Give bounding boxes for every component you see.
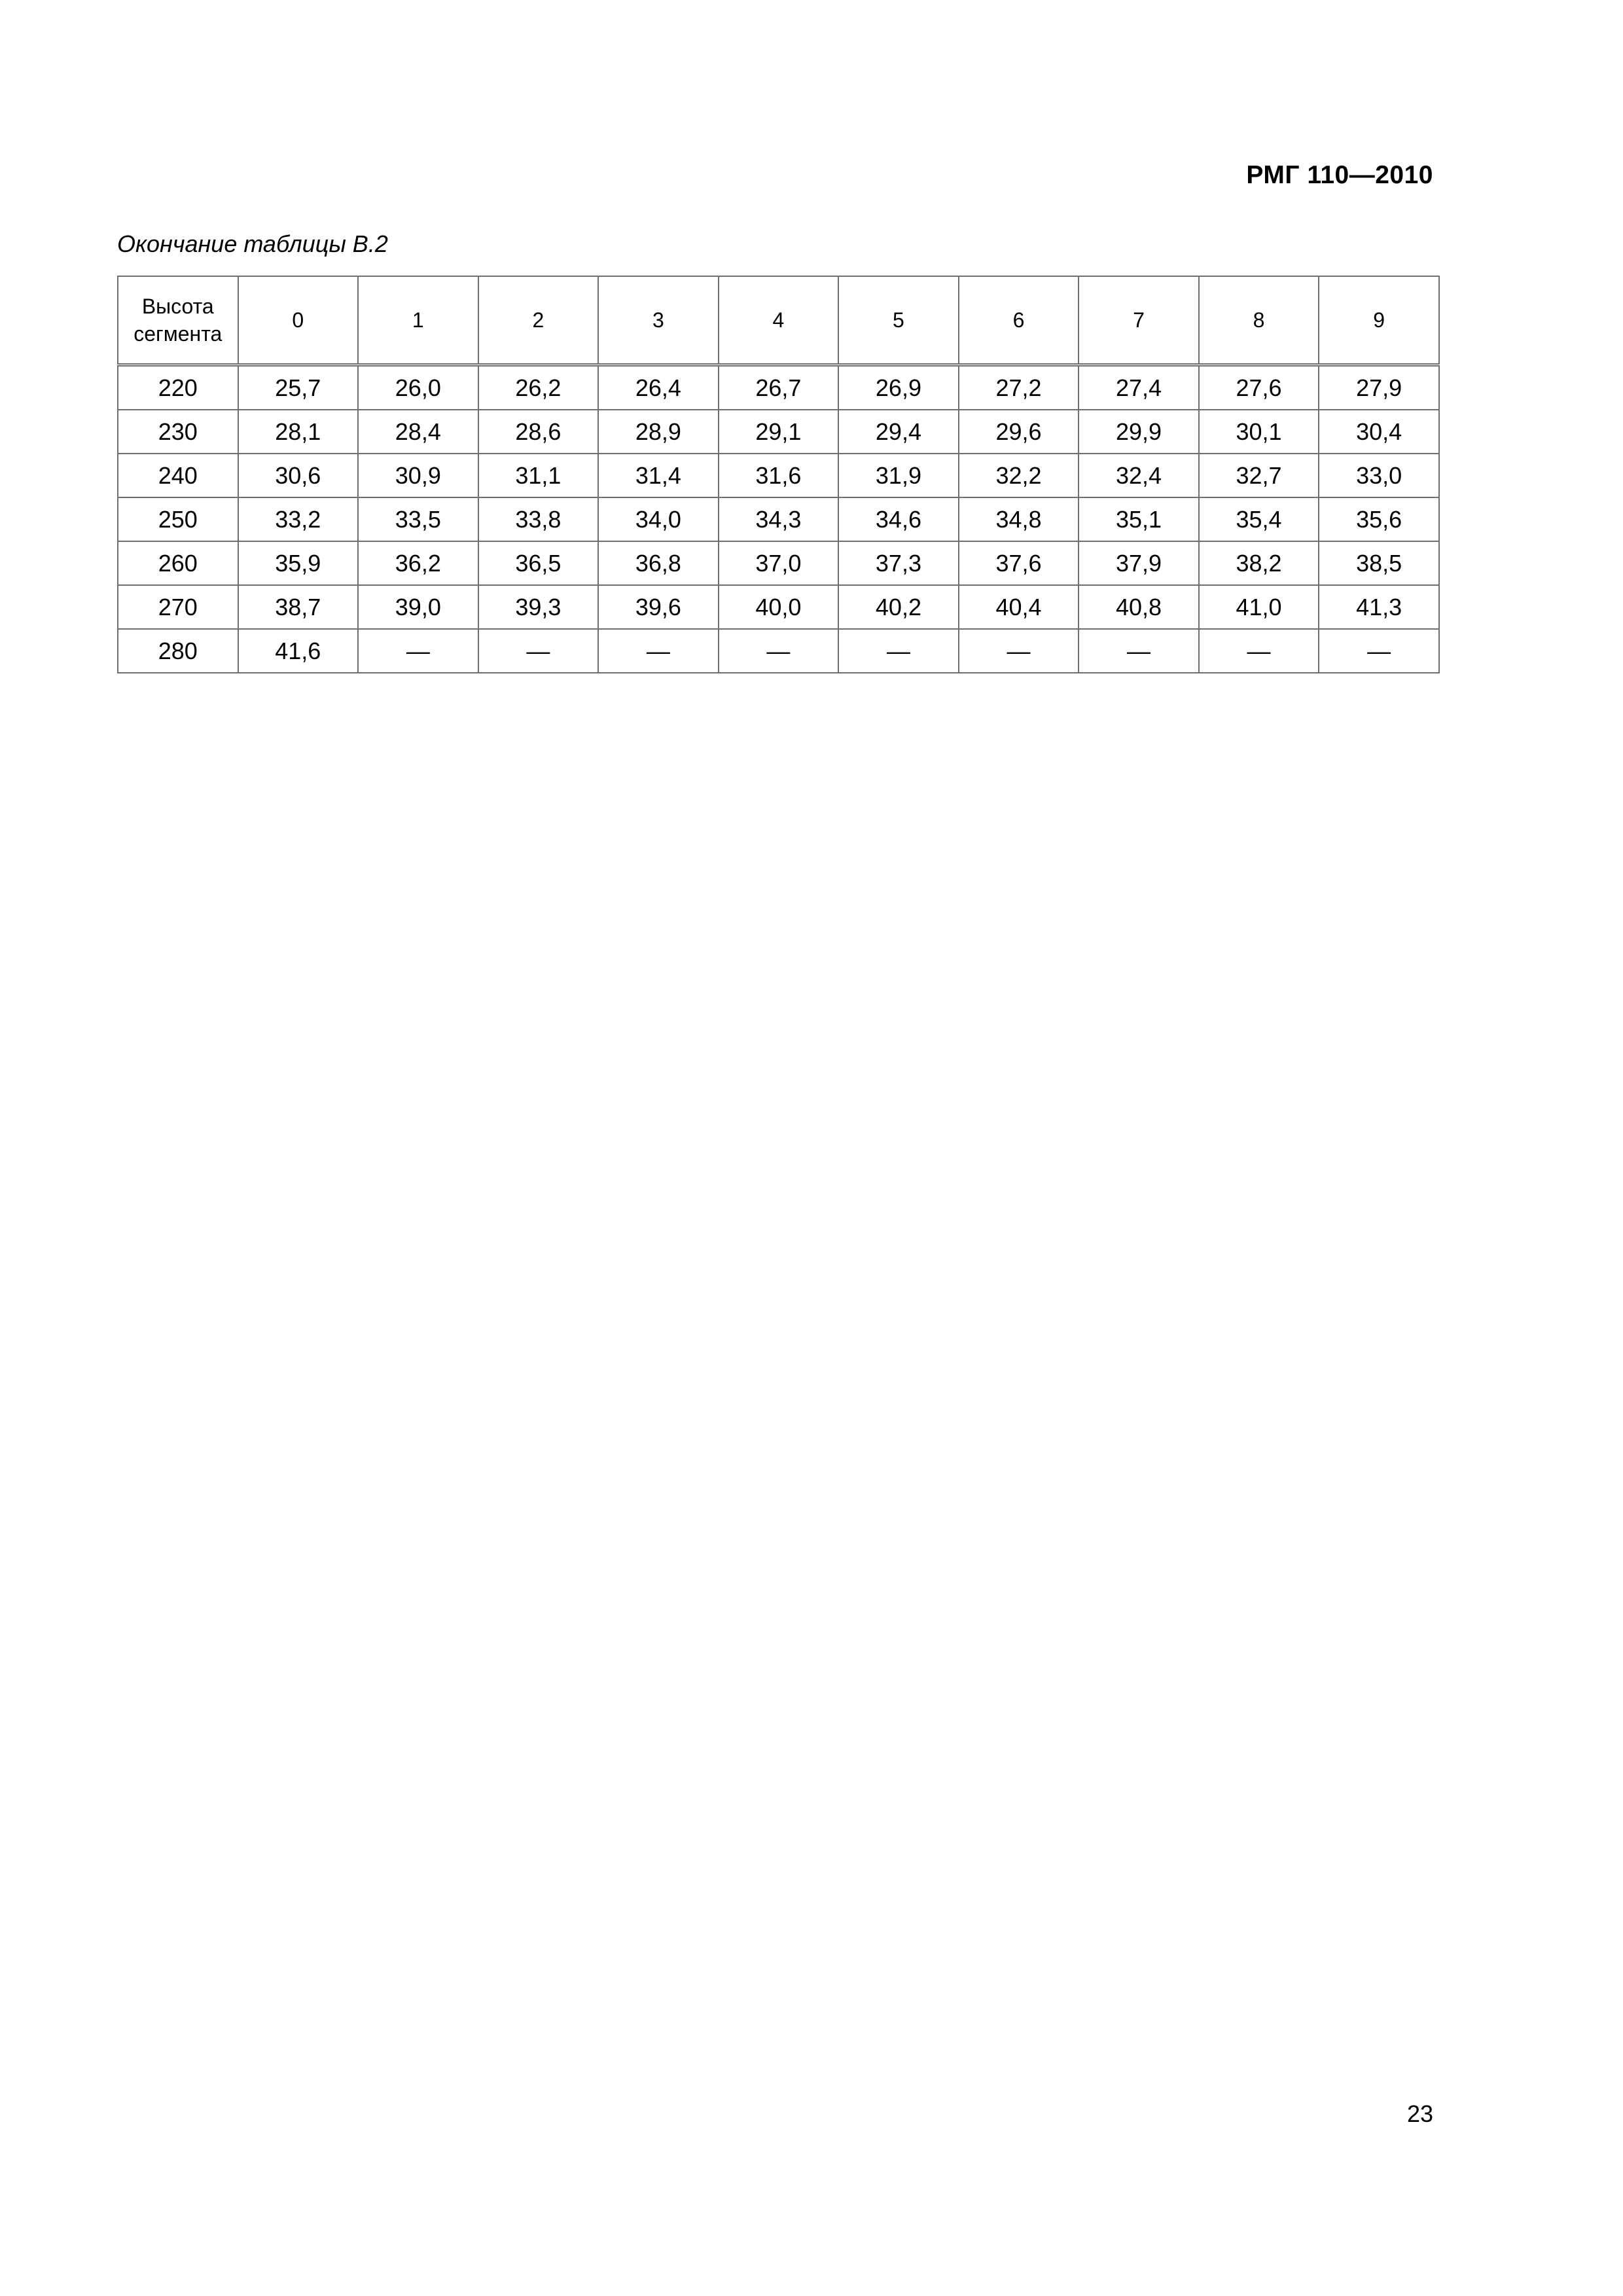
table-cell: 38,7 <box>238 585 359 629</box>
row-label-cell: 250 <box>118 497 238 541</box>
table-row <box>118 629 1439 673</box>
table-cell: — <box>959 629 1079 673</box>
table-cell: 39,0 <box>358 585 478 629</box>
table-cell: 27,6 <box>1199 365 1319 410</box>
table-cell: 35,6 <box>1319 497 1439 541</box>
table-cell: 26,7 <box>719 365 839 410</box>
table-row <box>118 497 1439 541</box>
row-label-cell: 280 <box>118 629 238 673</box>
table-cell: 29,4 <box>838 410 959 454</box>
table-header <box>118 276 1439 365</box>
table-caption: Окончание таблицы В.2 <box>117 230 388 257</box>
table-cell: — <box>478 629 599 673</box>
table-cell: 40,0 <box>719 585 839 629</box>
table-cell: 29,6 <box>959 410 1079 454</box>
table-cell: 29,9 <box>1079 410 1199 454</box>
table-body <box>118 365 1439 673</box>
table-cell: — <box>1079 629 1199 673</box>
table-cell: 31,1 <box>478 454 599 497</box>
column-header: 4 <box>719 276 839 365</box>
table-cell: 33,0 <box>1319 454 1439 497</box>
table-cell: 30,1 <box>1199 410 1319 454</box>
table-cell: 33,8 <box>478 497 599 541</box>
table-cell: 31,6 <box>719 454 839 497</box>
table-cell: 41,3 <box>1319 585 1439 629</box>
table-cell: 27,4 <box>1079 365 1199 410</box>
column-header: 0 <box>238 276 359 365</box>
row-header-cell <box>118 276 238 365</box>
table-cell: — <box>838 629 959 673</box>
row-label-cell: 240 <box>118 454 238 497</box>
table-cell: 38,5 <box>1319 541 1439 585</box>
table-cell: 41,0 <box>1199 585 1319 629</box>
table-cell: 36,2 <box>358 541 478 585</box>
table-cell: — <box>1319 629 1439 673</box>
table-cell: 30,6 <box>238 454 359 497</box>
table-cell: 36,8 <box>598 541 719 585</box>
table-cell: 34,6 <box>838 497 959 541</box>
table-row <box>118 410 1439 454</box>
table-cell: 28,6 <box>478 410 599 454</box>
table-cell: 32,7 <box>1199 454 1319 497</box>
table-cell: 35,9 <box>238 541 359 585</box>
table-cell: 37,3 <box>838 541 959 585</box>
row-label-cell: 270 <box>118 585 238 629</box>
table-row <box>118 541 1439 585</box>
table-cell: 37,0 <box>719 541 839 585</box>
table-cell: 37,9 <box>1079 541 1199 585</box>
table-cell: 41,6 <box>238 629 359 673</box>
table-cell: 33,2 <box>238 497 359 541</box>
column-header: 1 <box>358 276 478 365</box>
column-header: 2 <box>478 276 599 365</box>
column-header: 9 <box>1319 276 1439 365</box>
table-row <box>118 585 1439 629</box>
column-header: 6 <box>959 276 1079 365</box>
table-cell: 26,0 <box>358 365 478 410</box>
table-cell: 36,5 <box>478 541 599 585</box>
header-row <box>118 276 1439 365</box>
table-cell: 26,9 <box>838 365 959 410</box>
table-cell: — <box>719 629 839 673</box>
table-cell: 31,4 <box>598 454 719 497</box>
table-cell: 28,1 <box>238 410 359 454</box>
table-row <box>118 365 1439 410</box>
table-cell: 40,4 <box>959 585 1079 629</box>
table-cell: 31,9 <box>838 454 959 497</box>
page-number: 23 <box>1406 2100 1433 2127</box>
document-code: РМГ 110—2010 <box>1246 161 1433 189</box>
row-label-cell: 230 <box>118 410 238 454</box>
segment-height-table <box>117 276 1440 673</box>
table-cell: 39,6 <box>598 585 719 629</box>
table-cell: 37,6 <box>959 541 1079 585</box>
table-cell: 38,2 <box>1199 541 1319 585</box>
table-cell: 33,5 <box>358 497 478 541</box>
table-row <box>118 454 1439 497</box>
table-cell: 39,3 <box>478 585 599 629</box>
row-header-line2: сегмента <box>134 322 223 346</box>
table-cell: 29,1 <box>719 410 839 454</box>
table-cell: — <box>358 629 478 673</box>
table-cell: 25,7 <box>238 365 359 410</box>
row-label-cell: 220 <box>118 365 238 410</box>
row-label-cell: 260 <box>118 541 238 585</box>
table-cell: 30,9 <box>358 454 478 497</box>
table-cell: — <box>598 629 719 673</box>
table-cell: 30,4 <box>1319 410 1439 454</box>
table-cell: 34,0 <box>598 497 719 541</box>
table-cell: 27,9 <box>1319 365 1439 410</box>
table-cell: — <box>1199 629 1319 673</box>
table-cell: 34,3 <box>719 497 839 541</box>
table-cell: 32,2 <box>959 454 1079 497</box>
table-cell: 32,4 <box>1079 454 1199 497</box>
column-header: 8 <box>1199 276 1319 365</box>
table-cell: 35,4 <box>1199 497 1319 541</box>
table-cell: 28,4 <box>358 410 478 454</box>
table-cell: 34,8 <box>959 497 1079 541</box>
table-cell: 27,2 <box>959 365 1079 410</box>
column-header: 3 <box>598 276 719 365</box>
table-cell: 35,1 <box>1079 497 1199 541</box>
table-cell: 40,2 <box>838 585 959 629</box>
table-cell: 26,4 <box>598 365 719 410</box>
row-header-line1: Высота <box>141 295 214 318</box>
table-cell: 40,8 <box>1079 585 1199 629</box>
table-cell: 26,2 <box>478 365 599 410</box>
column-header: 5 <box>838 276 959 365</box>
table-cell: 28,9 <box>598 410 719 454</box>
column-header: 7 <box>1079 276 1199 365</box>
